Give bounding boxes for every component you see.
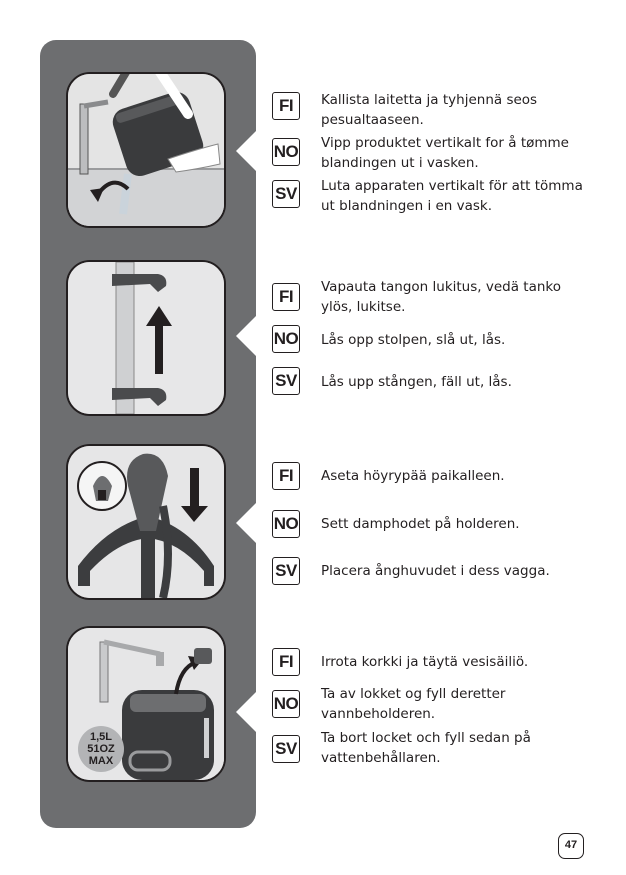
- panel-pointer: [236, 316, 256, 356]
- panel-pointer: [236, 692, 256, 732]
- language-badge-fi: FI: [272, 462, 300, 490]
- pole-unlock-illustration: [68, 262, 224, 414]
- language-badge-fi: FI: [272, 648, 300, 676]
- language-badge-sv: SV: [272, 735, 300, 763]
- language-badge-sv: SV: [272, 557, 300, 585]
- instruction-text: Ta bort locket och fyll sedan på vattenbehållaren.: [321, 730, 531, 766]
- instruction-text: Vipp produktet vertikalt for å tømme blandingen ut i vasken.: [321, 135, 569, 171]
- instruction-text: Sett damphodet på holderen.: [321, 516, 520, 532]
- panel-pointer: [236, 503, 256, 543]
- capacity-badge: [78, 726, 124, 772]
- capacity-liters: 1,5L: [89, 731, 112, 743]
- instruction-text: Lås opp stolpen, slå ut, lås.: [321, 332, 506, 348]
- instruction-text: Ta av lokket og fyll deretter vannbeholderen.: [321, 686, 506, 722]
- instruction-text: Kallista laitetta ja tyhjennä seos pesualtaaseen.: [321, 92, 538, 128]
- language-badge-sv: SV: [272, 367, 300, 395]
- language-badge-no: NO: [272, 325, 300, 353]
- instruction-text: Placera ånghuvudet i dess vagga.: [321, 563, 550, 579]
- language-badge-no: NO: [272, 510, 300, 538]
- instruction-text: Lås upp stången, fäll ut, lås.: [321, 374, 512, 390]
- illustration-raise-pole: [66, 260, 226, 416]
- illustration-empty-into-sink: [66, 72, 226, 228]
- capacity-ounces: 51OZ: [87, 743, 115, 755]
- sink-tilt-illustration: [68, 74, 224, 226]
- instruction-text: Vapauta tangon lukitus, vedä tanko ylös, lukitse.: [321, 279, 562, 315]
- instruction-text: Irrota korkki ja täytä vesisäiliö.: [321, 654, 529, 670]
- panel-pointer: [236, 131, 256, 171]
- language-badge-sv: SV: [272, 180, 300, 208]
- language-badge-no: NO: [272, 690, 300, 718]
- instruction-text: Luta apparaten vertikalt för att tömma ut blandningen i en vask.: [321, 178, 583, 214]
- instruction-text: Aseta höyrypää paikalleen.: [321, 468, 505, 484]
- capacity-max: MAX: [88, 755, 114, 767]
- language-badge-fi: FI: [272, 283, 300, 311]
- page-number: 47: [558, 833, 584, 859]
- illustration-place-steam-head: [66, 444, 226, 600]
- steam-head-illustration: [68, 446, 224, 598]
- language-badge-no: NO: [272, 138, 300, 166]
- language-badge-fi: FI: [272, 92, 300, 120]
